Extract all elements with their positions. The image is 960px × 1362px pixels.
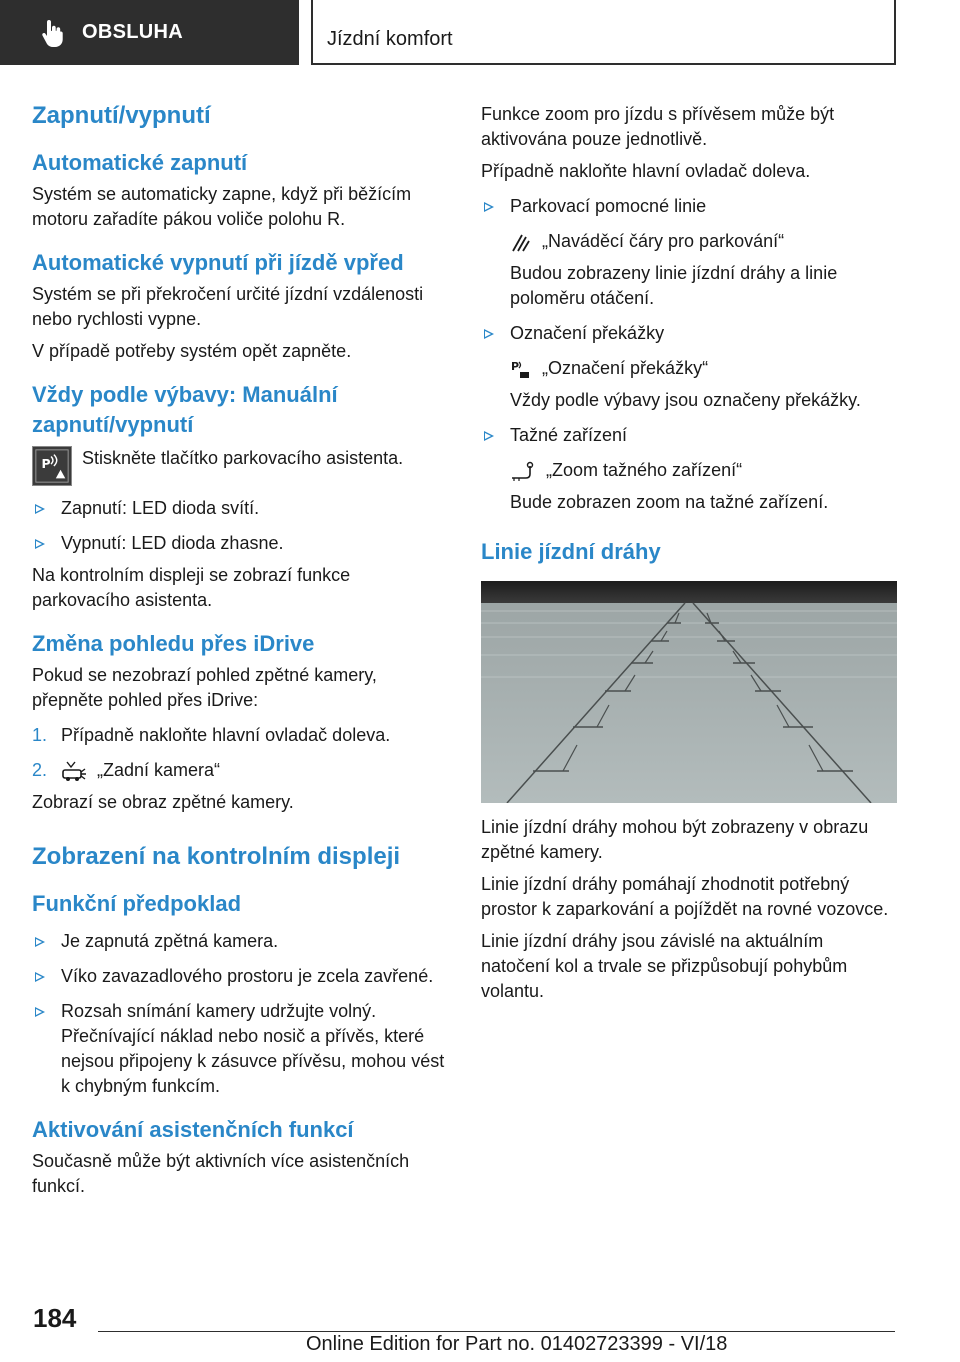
paragraph: Na kontrolním displeji se zobrazí funkce parkovacího asistenta.	[32, 565, 351, 610]
footer-divider	[98, 1331, 895, 1332]
paragraph: Stiskněte tlačítko parkovacího asistenta.	[82, 448, 404, 468]
left-column	[32, 100, 448, 1199]
section-title: OBSLUHA	[82, 21, 183, 43]
list-item: Označení překážky	[481, 321, 897, 346]
section-tab	[0, 0, 299, 65]
list-item: Zapnutí: LED dioda svítí.	[32, 496, 448, 521]
paragraph: Funkce zoom pro jízdu s přívěsem může být aktivována pouze jednotlivě.	[481, 104, 835, 149]
bullet-triangle-icon	[35, 539, 45, 549]
heading-activate: Aktivování asistenčních funkcí	[32, 1117, 354, 1142]
hand-icon	[40, 18, 66, 48]
heading-lines: Linie jízdní dráhy	[481, 539, 661, 564]
right-column	[481, 100, 897, 1004]
heading-auto-on: Automatické zapnutí	[32, 150, 248, 175]
heading-display: Zobrazení na kontrolním displeji	[32, 843, 401, 870]
rear-camera-icon	[61, 760, 89, 782]
heading-auto-off: Automatické vypnutí při jízdě vpřed	[32, 250, 404, 275]
list-item: Víko zavazadlového prostoru je zcela zavřené.	[32, 964, 448, 989]
bullet-triangle-icon	[35, 972, 45, 982]
paragraph: Současně může být aktivních více asistenčních funkcí.	[32, 1151, 410, 1196]
heading-prerequisite: Funkční předpoklad	[32, 891, 242, 916]
paragraph: Zobrazí se obraz zpětné kamery.	[32, 792, 294, 812]
svg-text:P: P	[41, 456, 51, 471]
menu-entry: P „Označení překážky“	[511, 358, 709, 378]
parking-lines-icon	[510, 231, 532, 253]
driving-lines-image	[481, 581, 897, 803]
heading-on-off: Zapnutí/vypnutí	[32, 102, 211, 129]
paragraph: Budou zobrazeny linie jízdní dráhy a linie poloměru otáčení.	[510, 263, 838, 308]
chapter-title: Jízdní komfort	[327, 28, 453, 50]
bullet-triangle-icon	[484, 431, 494, 441]
menu-entry: „Zoom tažného zařízení“	[481, 458, 897, 483]
obstacle-marking-icon	[510, 358, 532, 380]
svg-text:P: P	[511, 359, 520, 373]
bullet-triangle-icon	[35, 937, 45, 947]
page-number: 184	[33, 1303, 77, 1333]
heading-idrive: Změna pohledu přes iDrive	[32, 631, 315, 656]
park-assist-button-icon	[32, 446, 72, 486]
edition-note: Online Edition for Part no. 01402723399 - VI/18	[306, 1333, 728, 1355]
hitch-zoom-icon	[510, 460, 536, 482]
paragraph: Systém se automaticky zapne, když při běžícím motoru zařadíte pákou voliče polohu R.	[32, 184, 412, 229]
paragraph: Systém se při překročení určité jízdní vzdálenosti nebo rychlosti vypne.	[32, 284, 424, 329]
bullet-triangle-icon	[484, 329, 494, 339]
paragraph: V případě potřeby systém opět zapněte.	[32, 341, 352, 361]
list-item: Vypnutí: LED dioda zhasne.	[32, 531, 448, 556]
menu-entry: „Naváděcí čáry pro parkování“	[481, 229, 897, 254]
button-instruction	[32, 446, 448, 486]
paragraph: Linie jízdní dráhy jsou závislé na aktuálním natočení kol a trvale se přizpůsobují pohybům volantu.	[481, 931, 848, 1001]
list-item: Parkovací pomocné linie	[481, 194, 897, 219]
paragraph: Bude zobrazen zoom na tažné zařízení.	[510, 492, 829, 512]
chapter-header	[311, 0, 896, 65]
paragraph: Vždy podle výbavy jsou označeny překážky.	[510, 390, 861, 410]
list-item: Rozsah snímání kamery udržujte volný. Přečnívající náklad nebo nosič a přívěs, které nejsou připojeny k zásuvce přívěsu, mohou vést k chybným funkcím.	[32, 999, 448, 1099]
paragraph: Případně nakloňte hlavní ovladač doleva.	[481, 161, 811, 181]
step-item: 1. Případně nakloňte hlavní ovladač doleva.	[32, 725, 391, 745]
paragraph: Pokud se nezobrazí pohled zpětné kamery, přepněte pohled přes iDrive:	[32, 665, 377, 710]
bullet-triangle-icon	[35, 1007, 45, 1017]
paragraph: Linie jízdní dráhy pomáhají zhodnotit potřebný prostor k zaparkování a pojíždět na rovné vozovce.	[481, 874, 889, 919]
step-item: 2. „Zadní kamera“	[32, 760, 221, 780]
list-item: Tažné zařízení	[481, 423, 897, 448]
bullet-triangle-icon	[484, 202, 494, 212]
heading-manual: Vždy podle výbavy: Manuální zapnutí/vypnutí	[32, 382, 338, 437]
paragraph: Linie jízdní dráhy mohou být zobrazeny v obrazu zpětné kamery.	[481, 817, 869, 862]
bullet-triangle-icon	[35, 504, 45, 514]
list-item: Je zapnutá zpětná kamera.	[32, 929, 448, 954]
